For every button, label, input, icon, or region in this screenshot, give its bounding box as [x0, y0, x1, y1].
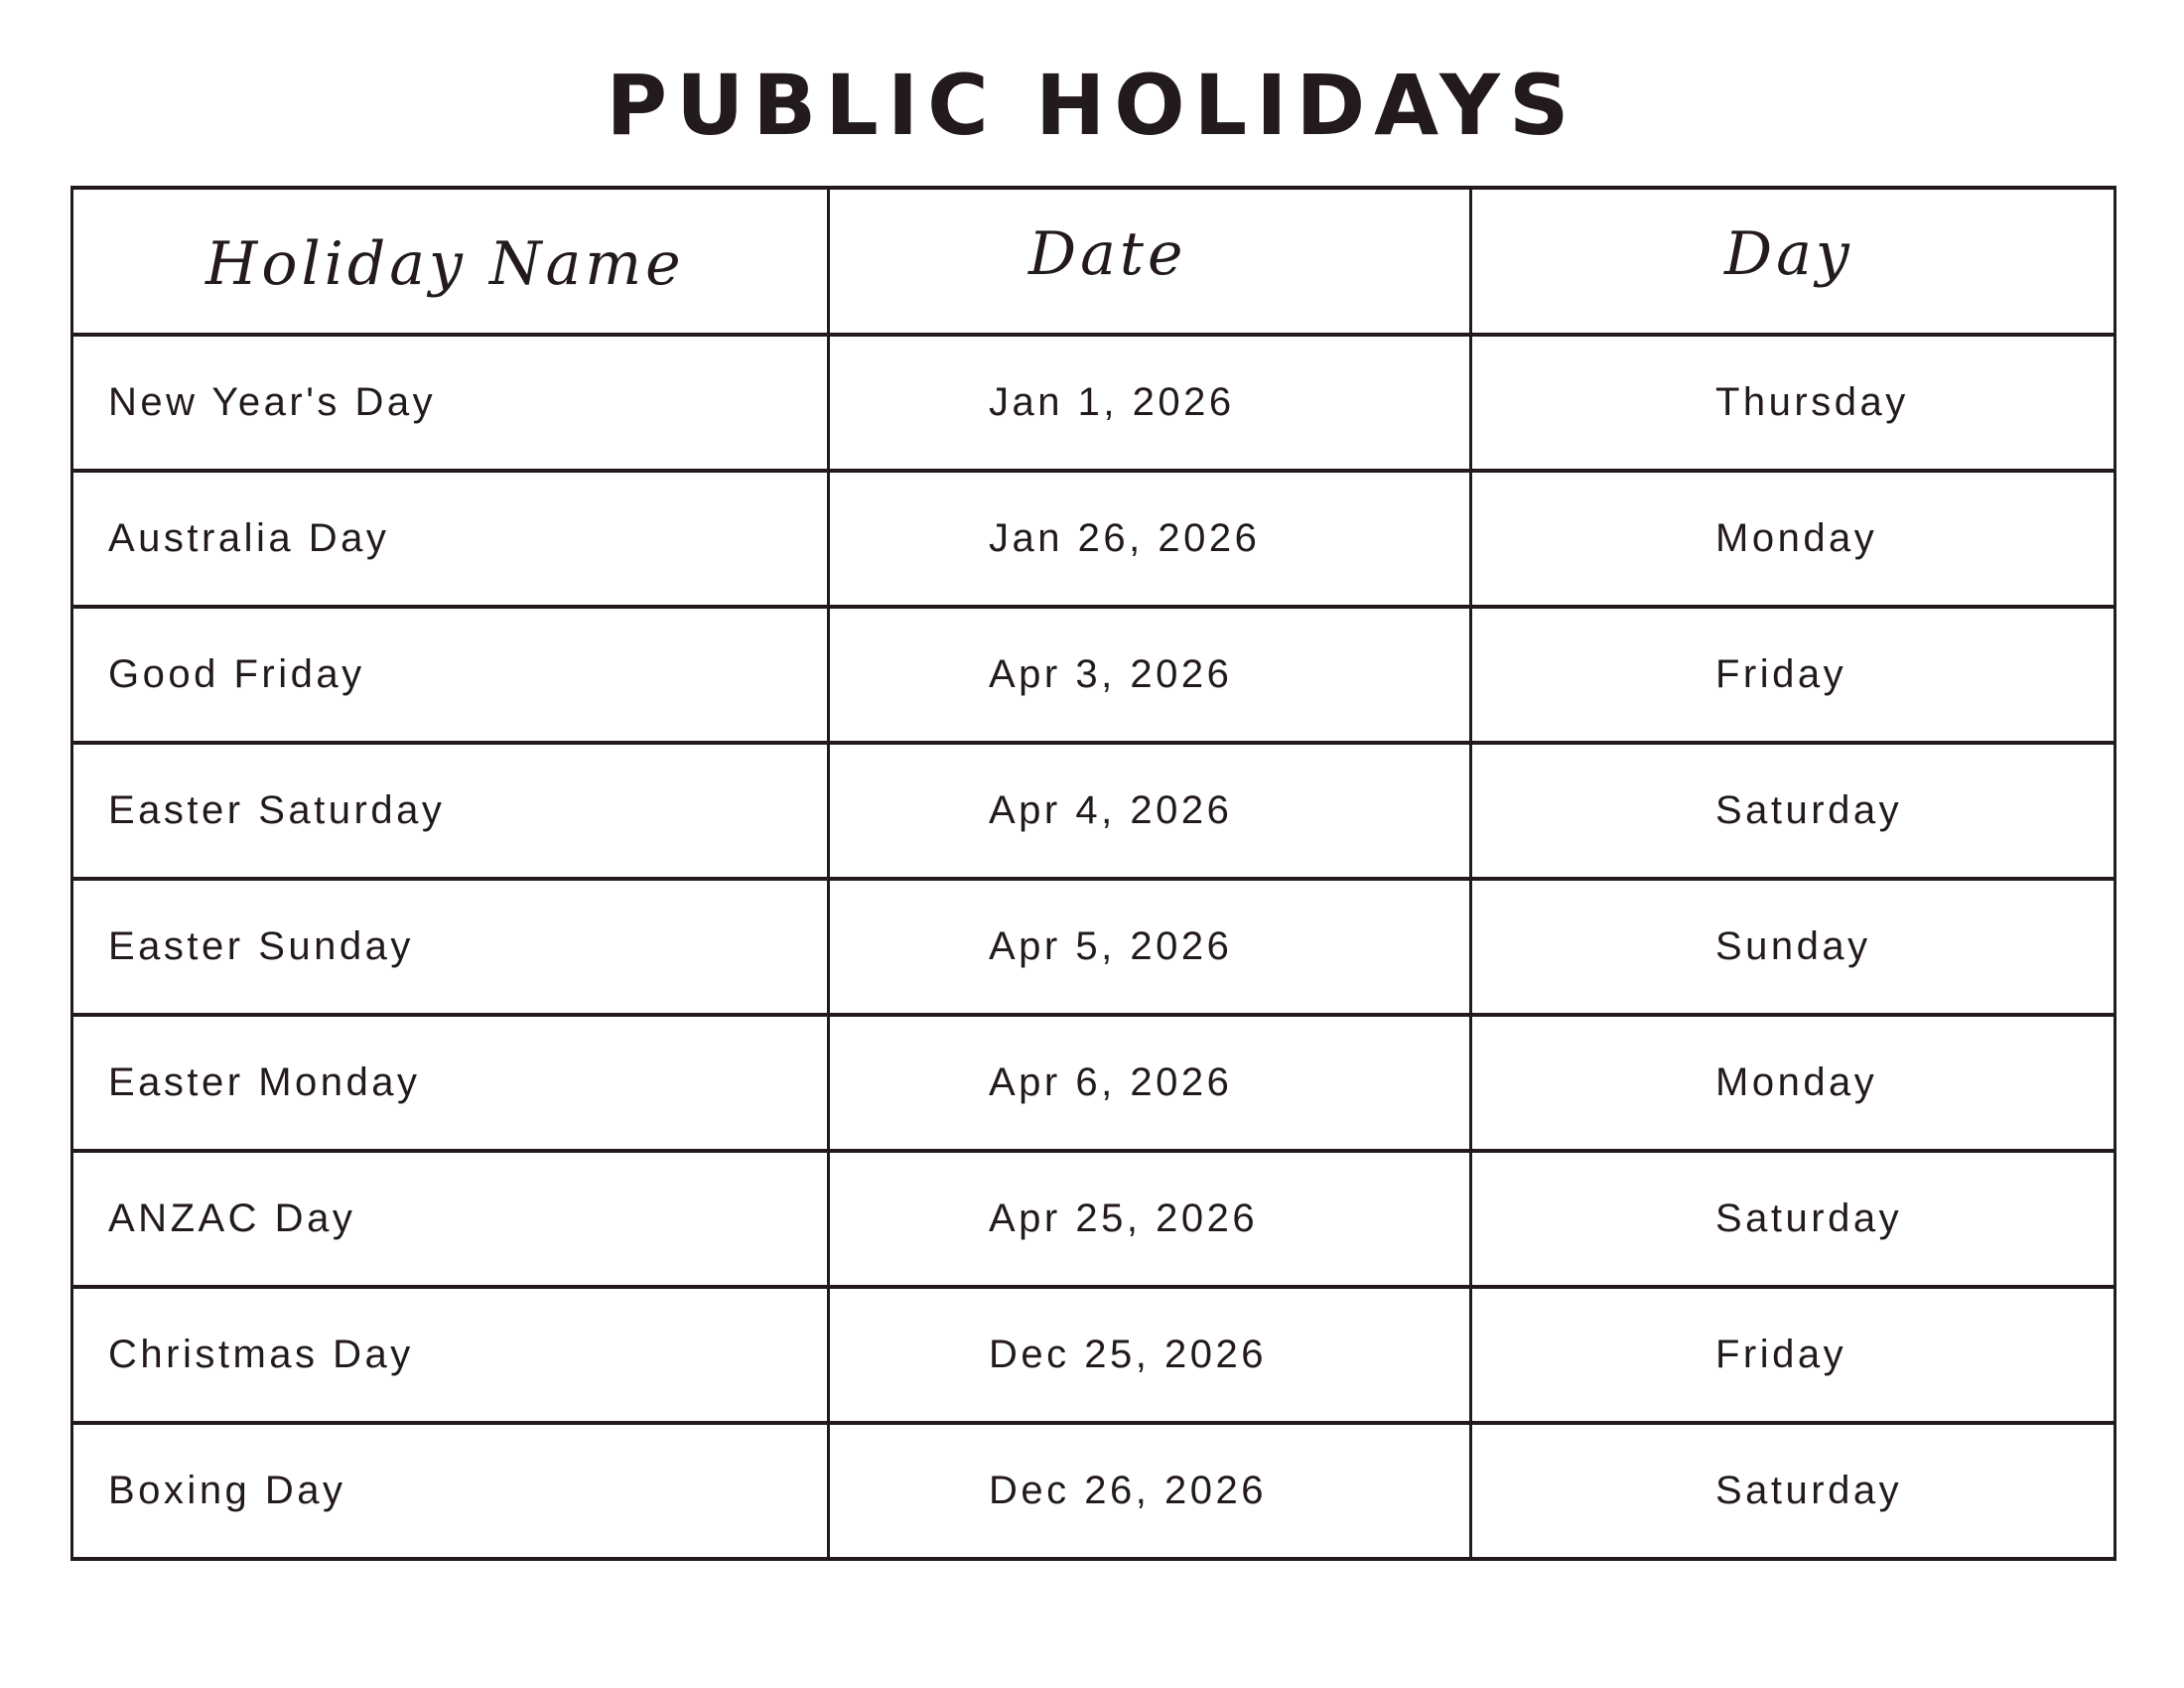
holiday-name-cell: Australia Day: [72, 471, 829, 607]
holiday-date-cell: Dec 26, 2026: [829, 1423, 1471, 1559]
holiday-name-cell: New Year's Day: [72, 335, 829, 471]
holiday-date-cell: Jan 1, 2026: [829, 335, 1471, 471]
holiday-day-cell: Thursday: [1471, 335, 2116, 471]
holiday-day-cell: Saturday: [1471, 743, 2116, 879]
table-row: [72, 879, 2116, 1015]
holiday-day-cell: Monday: [1471, 1015, 2116, 1151]
holiday-day-cell: Monday: [1471, 471, 2116, 607]
holiday-name-cell: Christmas Day: [72, 1287, 829, 1423]
table-row: [72, 335, 2116, 471]
table-row: [72, 607, 2116, 743]
holiday-date-cell: Jan 26, 2026: [829, 471, 1471, 607]
table-header-row: [72, 188, 2116, 335]
page-title: PUBLIC HOLIDAYS: [606, 57, 1578, 154]
holidays-table: [70, 186, 2116, 1561]
holiday-day-cell: Saturday: [1471, 1423, 2116, 1559]
table-row: [72, 1151, 2116, 1287]
column-header-day: Day: [1471, 188, 2116, 335]
table-row: [72, 1015, 2116, 1151]
holiday-date-cell: Apr 6, 2026: [829, 1015, 1471, 1151]
holiday-date-cell: Apr 5, 2026: [829, 879, 1471, 1015]
table-row: [72, 1423, 2116, 1559]
column-header-holiday-name: Holiday Name: [72, 188, 829, 335]
holiday-date-cell: Dec 25, 2026: [829, 1287, 1471, 1423]
holiday-name-cell: Easter Sunday: [72, 879, 829, 1015]
holiday-day-cell: Saturday: [1471, 1151, 2116, 1287]
holiday-name-cell: Easter Monday: [72, 1015, 829, 1151]
holiday-name-cell: Good Friday: [72, 607, 829, 743]
holiday-date-cell: Apr 25, 2026: [829, 1151, 1471, 1287]
table-row: [72, 471, 2116, 607]
holiday-date-cell: Apr 3, 2026: [829, 607, 1471, 743]
holiday-day-cell: Friday: [1471, 607, 2116, 743]
table-row: [72, 1287, 2116, 1423]
holiday-name-cell: ANZAC Day: [72, 1151, 829, 1287]
holiday-day-cell: Sunday: [1471, 879, 2116, 1015]
holiday-name-cell: Easter Saturday: [72, 743, 829, 879]
holiday-name-cell: Boxing Day: [72, 1423, 829, 1559]
holiday-day-cell: Friday: [1471, 1287, 2116, 1423]
column-header-date: Date: [829, 188, 1471, 335]
holiday-date-cell: Apr 4, 2026: [829, 743, 1471, 879]
table-row: [72, 743, 2116, 879]
